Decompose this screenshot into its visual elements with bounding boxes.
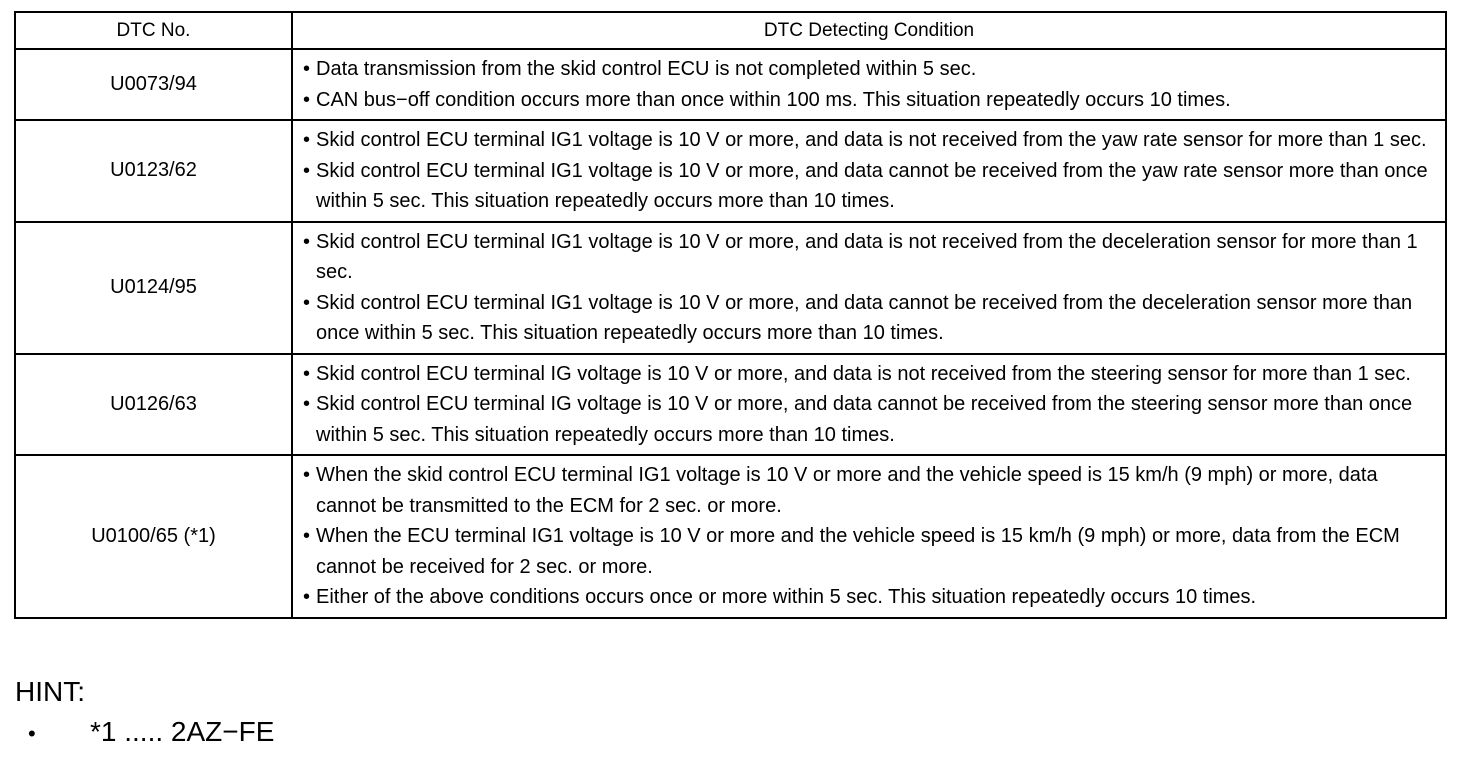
dtc-conditions [292, 354, 1446, 456]
condition-list [303, 54, 1437, 115]
condition-text: Skid control ECU terminal IG1 voltage is 10 V or more, and data is not received from the deceleration sensor for more than 1 sec. [316, 230, 1418, 283]
condition-item [303, 389, 1437, 450]
bullet-icon: • [303, 362, 311, 385]
condition-item [303, 460, 1437, 521]
condition-list [303, 125, 1437, 217]
condition-text: Skid control ECU terminal IG1 voltage is 10 V or more, and data is not received from the yaw rate sensor for more than 1 sec. [316, 129, 1427, 151]
hint-bullet: • [28, 721, 36, 746]
dtc-code: U0123/62 [15, 120, 292, 222]
condition-item [303, 227, 1437, 288]
bullet-icon: • [303, 586, 311, 608]
condition-text: Skid control ECU terminal IG1 voltage is 10 V or more, and data cannot be received from the deceleration sensor more than once within 5 sec. This situation repeatedly occurs more than 10 times. [316, 291, 1413, 344]
condition-item [303, 85, 1437, 116]
condition-text: Skid control ECU terminal IG voltage is 10 V or more, and data cannot be received from the steering sensor more than once within 5 sec. This situation repeatedly occurs more than 10 times. [316, 393, 1413, 446]
condition-text: Either of the above conditions occurs once or more within 5 sec. This situation repeatedly occurs 10 times. [316, 586, 1257, 608]
hint-item [28, 716, 274, 748]
condition-text: When the ECU terminal IG1 voltage is 10 V or more and the vehicle speed is 15 km/h (9 mph) or more, data from the ECM cannot be received for 2 sec. or more. [316, 525, 1400, 578]
dtc-conditions [292, 120, 1446, 222]
condition-list [303, 359, 1437, 451]
dtc-conditions [292, 49, 1446, 120]
condition-text: Skid control ECU terminal IG voltage is 10 V or more, and data is not received from the steering sensor for more than 1 sec. [316, 362, 1411, 385]
condition-item [303, 156, 1437, 217]
dtc-code: U0100/65 (*1) [15, 455, 292, 618]
table-row [15, 222, 1446, 354]
bullet-icon: • [303, 129, 311, 151]
condition-item [303, 288, 1437, 349]
bullet-icon: • [303, 58, 311, 80]
condition-text: Skid control ECU terminal IG1 voltage is 10 V or more, and data cannot be received from the yaw rate sensor more than once within 5 sec. This situation repeatedly occurs more than 10 times. [316, 159, 1428, 212]
dtc-conditions [292, 455, 1446, 618]
hint-title: HINT: [15, 676, 85, 707]
bullet-icon: • [303, 291, 311, 314]
condition-list [303, 227, 1437, 349]
table-body [15, 49, 1446, 618]
condition-item [303, 54, 1437, 85]
header-dtc-condition: DTC Detecting Condition [292, 12, 1446, 49]
condition-item [303, 582, 1437, 613]
bullet-icon: • [303, 525, 311, 547]
condition-text: When the skid control ECU terminal IG1 voltage is 10 V or more and the vehicle speed is 15 km/h (9 mph) or more, data cannot be transmitted to the ECM for 2 sec. or more. [316, 464, 1378, 517]
dtc-code: U0124/95 [15, 222, 292, 354]
bullet-icon: • [303, 159, 311, 182]
condition-text: Data transmission from the skid control ECU is not completed within 5 sec. [316, 58, 977, 80]
condition-list [303, 460, 1437, 613]
dtc-code: U0126/63 [15, 354, 292, 456]
condition-item [303, 359, 1437, 390]
bullet-icon: • [303, 88, 311, 111]
table-row [15, 49, 1446, 120]
hint-item-text: *1 ..... 2AZ−FE [90, 716, 275, 747]
table-row [15, 120, 1446, 222]
condition-text: CAN bus−off condition occurs more than once within 100 ms. This situation repeatedly occurs 10 times. [316, 88, 1231, 111]
table-header-row [15, 12, 1446, 49]
table-row [15, 354, 1446, 456]
dtc-table [14, 11, 1447, 619]
bullet-icon: • [303, 230, 311, 253]
bullet-icon: • [303, 393, 311, 415]
bullet-icon: • [303, 464, 311, 486]
dtc-code: U0073/94 [15, 49, 292, 120]
dtc-conditions [292, 222, 1446, 354]
condition-item [303, 125, 1437, 156]
table-row [15, 455, 1446, 618]
header-dtc-no: DTC No. [15, 12, 292, 49]
condition-item [303, 521, 1437, 582]
